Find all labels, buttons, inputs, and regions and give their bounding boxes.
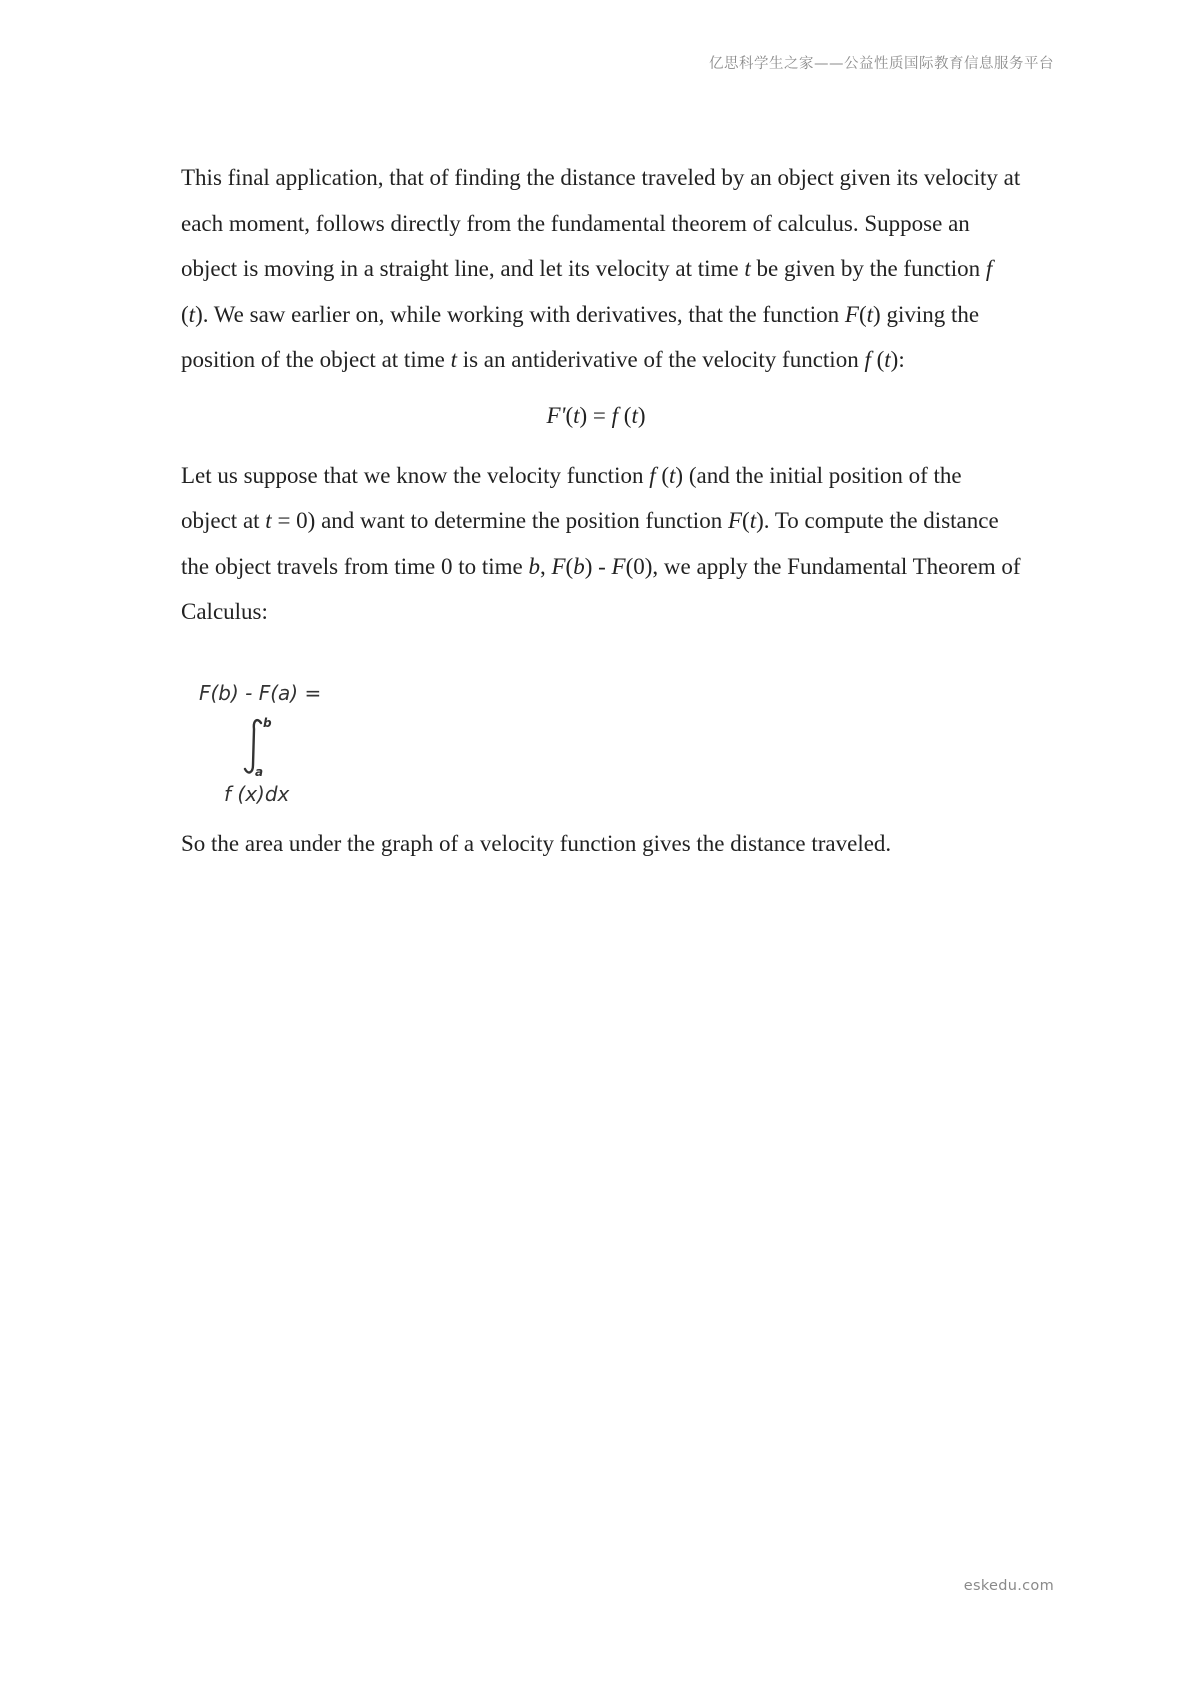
formula-integrand: f (x)dx [224,781,290,806]
formula-line-lhs: F(b) - F(a) = [199,680,322,705]
paragraph-conclusion: So the area under the graph of a velocity function gives the distance traveled. [181,830,892,856]
page-footer-domain: eskedu.com [963,1578,1054,1594]
derivative-equation: F'(t) = f (t) [546,402,646,428]
fundamental-theorem-formula-image [197,679,337,809]
paragraph-velocity: Let us suppose that we know the velocity function f (t) (and the initial position of the object at t = 0) and want to determine the position function F(t). To compute the distance the object travels from time 0 to time b, F(b) - F(0), we apply the Fundamental Theorem of Calculus: [181,462,1021,624]
integral-upper-limit: b [263,715,272,730]
integral-lower-limit: a [255,764,264,779]
paragraph-intro: This final application, that of finding the distance traveled by an object given its velocity at each moment, follows directly from the fundamental theorem of calculus. Suppose an object is moving in a straight line, and let its velocity at time t be given by the function f (t). We saw earlier on, while working with derivatives, that the function F(t) giving the position of the object at time t is an antiderivative of the velocity function f (t): [181,165,1021,372]
document-body [181,155,1021,866]
page-header-site-name: 亿思科学生之家——公益性质国际教育信息服务平台 [709,56,1054,72]
